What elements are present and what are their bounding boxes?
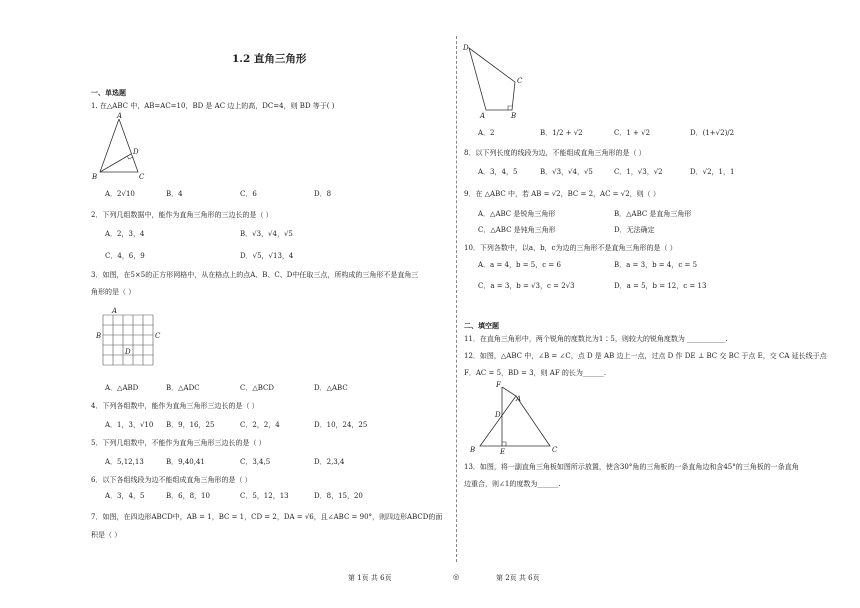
- q12-label-d: D: [495, 411, 501, 419]
- q9-stem: 9．在 △ABC 中，若 AB = √2，BC = 2，AC = √2，则（ ）: [464, 190, 660, 198]
- q12-label-c: C: [552, 446, 558, 454]
- q9-option-b[interactable]: B．△ABC 是直角三角形: [614, 210, 692, 218]
- q2-option-a[interactable]: A．2，3，4: [105, 230, 145, 238]
- q12-stem-line2: F．AC = 5，BD = 3，则 AF 的长为______.: [464, 369, 607, 377]
- q1-option-c[interactable]: C．6: [240, 190, 257, 198]
- q7-stem-line2: 积是（ ）: [91, 531, 122, 539]
- q12-label-e: E: [500, 448, 506, 456]
- q1-label-c: C: [139, 173, 145, 181]
- q8-option-d[interactable]: D．√2，1，1: [690, 168, 735, 176]
- q4-option-a[interactable]: A．1，3，√10: [105, 421, 154, 429]
- q1-label-d: D: [133, 148, 139, 156]
- q10-option-d[interactable]: D．a = 5，b = 12，c = 13: [614, 282, 707, 290]
- q3-option-d[interactable]: D．△ABC: [314, 384, 348, 392]
- q3-label-b: B: [96, 332, 102, 340]
- q2-stem: 2．下列几组数据中，能作为直角三角形的三边长的是（ ）: [91, 211, 273, 219]
- q4-stem: 4．下列各组数中，能作为直角三角形三边长的是（ ）: [91, 402, 259, 410]
- q1-option-a[interactable]: A．2√10: [105, 190, 135, 198]
- q12-figure: [468, 382, 563, 454]
- q7-figure: [460, 42, 530, 120]
- q12-label-b: B: [470, 446, 476, 454]
- q1-label-b: B: [92, 173, 98, 181]
- q5-option-d[interactable]: D．2,3,4: [314, 458, 345, 466]
- q3-label-a: A: [112, 307, 118, 315]
- q6-stem: 6．以下各组线段为边不能组成直角三角形的是（ ）: [91, 476, 252, 484]
- q10-option-a[interactable]: A．a = 4，b = 5，c = 6: [478, 261, 561, 269]
- q7-option-c[interactable]: C．1 + √2: [614, 129, 651, 137]
- q7-label-c: C: [517, 77, 523, 85]
- section-single-choice: 一、单选题: [91, 88, 126, 97]
- q2-option-c[interactable]: C．4，6，9: [105, 252, 145, 260]
- q9-option-d[interactable]: D．无法确定: [614, 226, 655, 234]
- footer-page-right: 第 2页 共 6页: [496, 574, 540, 582]
- q5-stem: 5．下列几组数中，不能作为直角三角形三边长的是（ ）: [91, 439, 266, 447]
- q10-stem: 10．下列各数中，以a，b，c为边的三角形不是直角三角形的是（ ）: [464, 244, 677, 252]
- q7-stem-line1: 7．如图，在四边形ABCD中，AB = 1，BC = 1，CD = 2，DA = √6，且∠ABC = 90°，则四边形ABCD的面: [91, 513, 443, 521]
- q3-label-c: C: [155, 332, 161, 340]
- q7-option-a[interactable]: A．2: [478, 129, 495, 137]
- q1-option-b[interactable]: B．4: [166, 190, 183, 198]
- q9-option-c[interactable]: C．△ABC 是钝角三角形: [478, 226, 556, 234]
- q6-option-c[interactable]: C．5，12，13: [240, 492, 289, 500]
- q1-stem: 1. 在△ABC 中，AB=AC=10，BD 是 AC 边上的高，DC=4，则 BD 等于( ): [91, 102, 335, 110]
- q7-label-b: B: [511, 112, 517, 120]
- footer-mark-icon: ◎: [453, 573, 460, 581]
- q3-option-a[interactable]: A．△ABD: [105, 384, 139, 392]
- q4-option-b[interactable]: B．9，16，25: [166, 421, 215, 429]
- q12-label-a: A: [516, 395, 522, 403]
- q3-grid-figure: [96, 307, 171, 372]
- q8-option-a[interactable]: A．3，4，5: [478, 168, 518, 176]
- q6-option-a[interactable]: A．3，4，5: [105, 492, 145, 500]
- q3-option-c[interactable]: C．△BCD: [240, 384, 274, 392]
- q6-option-d[interactable]: D．8，15，20: [314, 492, 363, 500]
- q5-option-a[interactable]: A．5,12,13: [105, 458, 144, 466]
- q5-option-c[interactable]: C．3,4,5: [240, 458, 271, 466]
- page-title: 1.2 直角三角形: [232, 53, 307, 65]
- q8-stem: 8．以下列长度的线段为边，不能组成直角三角形的是（ ）: [464, 149, 646, 157]
- q1-figure: [90, 112, 160, 182]
- q12-label-f: F: [496, 381, 501, 389]
- q12-stem-line1: 12．如图，△ABC 中，∠B = ∠C，点 D 是 AB 边上一点，过点 D 作 DE ⊥ BC 交 BC 于点 E，交 CA 延长线于点: [464, 352, 827, 360]
- q2-option-d[interactable]: D．√5，√13，4: [240, 252, 294, 260]
- q6-option-b[interactable]: B．6，8，10: [166, 492, 210, 500]
- q13-stem-line2: 边重合，则∠1的度数为______.: [464, 480, 561, 488]
- q4-option-d[interactable]: D．10，24，25: [314, 421, 368, 429]
- section-fill-blank: 二、填空题: [464, 321, 499, 330]
- q5-option-b[interactable]: B．9,40,41: [166, 458, 205, 466]
- q7-option-d[interactable]: D．(1+√2)/2: [690, 129, 735, 137]
- q7-option-b[interactable]: B．1/2 + √2: [540, 129, 583, 137]
- q8-option-c[interactable]: C．1，√3，√2: [614, 168, 663, 176]
- q4-option-c[interactable]: C．2，2，4: [240, 421, 280, 429]
- q10-option-b[interactable]: B．a = 3，b = 4，c = 5: [614, 261, 698, 269]
- q7-label-d: D: [463, 44, 469, 52]
- q3-stem-line2: 角形的是（ ）: [91, 288, 136, 296]
- q10-option-c[interactable]: C．a = 3，b = √3，c = 2√3: [478, 282, 575, 290]
- q3-option-b[interactable]: B．△ADC: [166, 384, 200, 392]
- q3-label-d: D: [125, 348, 131, 356]
- q1-option-d[interactable]: D．8: [314, 190, 332, 198]
- column-divider: [456, 36, 457, 562]
- q2-option-b[interactable]: B．√3，√4，√5: [240, 230, 293, 238]
- q11-stem: 11．在直角三角形中，两个锐角的度数比为1∶5，则较大的锐角度数为 ___________.: [464, 335, 728, 343]
- q7-label-a: A: [480, 112, 486, 120]
- footer-page-left: 第 1页 共 6页: [348, 574, 392, 582]
- q8-option-b[interactable]: B．√3，√4，√5: [540, 168, 593, 176]
- q3-stem-line1: 3．如图，在5×5的正方形网格中，从在格点上的点A、B、C、D中任取三点，所构成的三角形不是直角三: [91, 271, 419, 279]
- q13-stem-line1: 13．如图，将一副直角三角板如图所示放置，使含30°角的三角板的一条直角边和含45°的三角板的一条直角: [464, 463, 799, 471]
- q9-option-a[interactable]: A．△ABC 是锐角三角形: [478, 210, 556, 218]
- q1-label-a: A: [117, 112, 123, 120]
